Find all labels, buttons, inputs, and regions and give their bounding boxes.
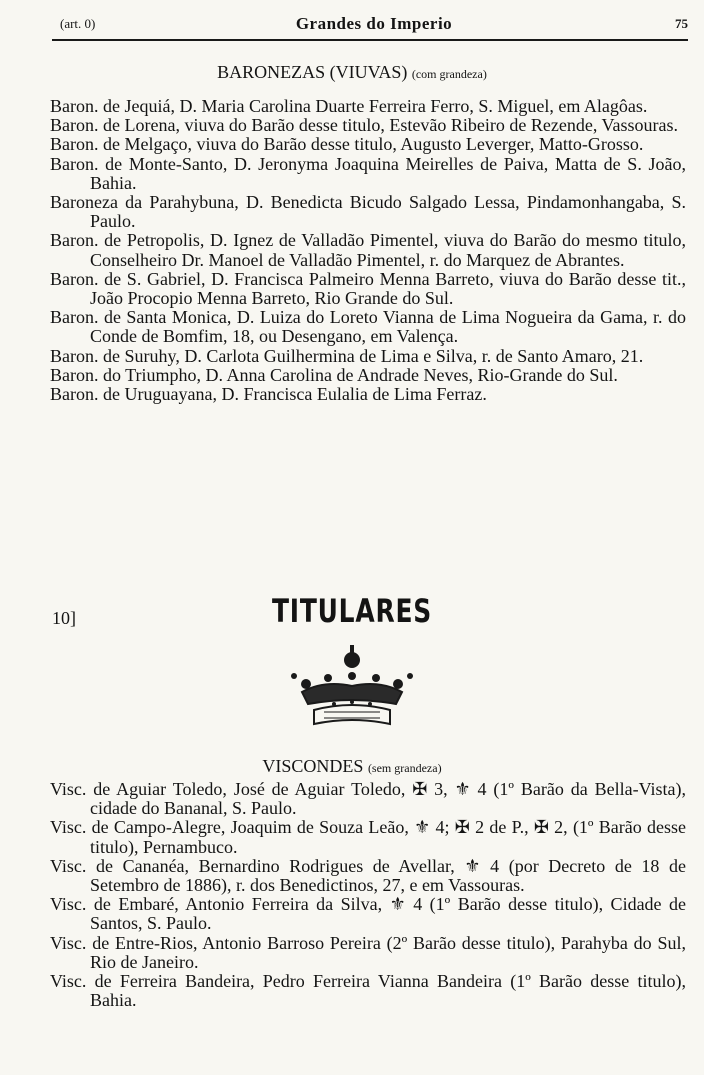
list-item: Visc. de Entre-Rios, Antonio Barroso Pereira (2º Barão desse titulo), Parahyba do Sul, Rio de Janeiro. <box>50 932 686 972</box>
list-item: Visc. de Aguiar Toledo, José de Aguiar Toledo, ✠ 3, ⚜ 4 (1º Barão da Bella-Vista), cidade do Bananal, S. Paulo. <box>50 779 686 819</box>
viscondes-heading <box>0 756 704 777</box>
list-item: Baron. de Uruguayana, D. Francisca Eulalia de Lima Ferraz. <box>50 384 487 405</box>
page-number: 75 <box>675 16 688 31</box>
list-item: Visc. de Campo-Alegre, Joaquim de Souza Leão, ⚜ 4; ✠ 2 de P., ✠ 2, (1º Barão desse titulo), Pernambuco. <box>50 817 686 857</box>
list-item: Baron. de Lorena, viuva do Barão desse titulo, Estevão Ribeiro de Rezende, Vassouras. <box>50 115 678 136</box>
header-divider <box>52 39 688 41</box>
list-item: Baron. de Petropolis, D. Ignez de Valladão Pimentel, viuva do Barão do mesmo titulo, Conselheiro Dr. Manoel de Valladão Pimentel, r. do Marquez de Abrantes. <box>50 230 686 270</box>
list-item: Baron. de Monte-Santo, D. Jeronyma Joaquina Meirelles de Paiva, Matta de S. João, Bahia. <box>50 153 686 193</box>
section-number: 10] <box>52 608 76 628</box>
baronezas-list <box>50 97 686 404</box>
list-item: Baron. de Santa Monica, D. Luiza do Loreto Vianna de Lima Nogueira da Gama, r. do Conde de Bomfim, 18, ou Desengano, em Valença. <box>50 307 686 347</box>
baronezas-heading <box>0 62 704 83</box>
baronezas-title: BARONEZAS (VIUVAS) <box>217 62 408 82</box>
header-section-ref: (art. 0) <box>60 16 96 31</box>
list-item: Baron. do Triumpho, D. Anna Carolina de Andrade Neves, Rio-Grande do Sul. <box>50 364 618 385</box>
list-item: Visc. de Embaré, Antonio Ferreira da Silva, ⚜ 4 (1º Barão desse titulo), Cidade de Santos, S. Paulo. <box>50 894 686 934</box>
viscondes-list <box>50 780 686 1010</box>
header-title: Grandes do Imperio <box>295 14 453 33</box>
viscondes-title: VISCONDES <box>262 756 364 776</box>
list-item: Baron. de Suruhy, D. Carlota Guilhermina de Lima e Silva, r. de Santo Amaro, 21. <box>50 345 644 366</box>
list-item: Baron. de S. Gabriel, D. Francisca Palmeiro Menna Barreto, viuva do Barão desse tit., João Procopio Menna Barreto, Rio Grande do Sul. <box>50 268 686 309</box>
crown-ornament-icon <box>284 642 420 728</box>
baronezas-note: (com grandeza) <box>411 67 487 81</box>
list-item: Baroneza da Parahybuna, D. Benedicta Bicudo Salgado Lessa, Pindamonhangaba, S. Paulo. <box>50 192 686 232</box>
list-item: Baron. de Melgaço, viuva do Barão desse titulo, Augusto Leverger, Matto-Grosso. <box>50 134 644 155</box>
running-header <box>60 14 688 36</box>
viscondes-note: (sem grandeza) <box>367 761 442 775</box>
list-item: Baron. de Jequiá, D. Maria Carolina Duarte Ferreira Ferro, S. Miguel, em Alagôas. <box>50 96 648 116</box>
list-item: Visc. de Ferreira Bandeira, Pedro Ferreira Vianna Bandeira (1º Barão desse titulo), Bahia. <box>50 971 686 1011</box>
titulares-title: TITULARES <box>271 592 433 630</box>
list-item: Visc. de Cananéa, Bernardino Rodrigues de Avellar, ⚜ 4 (por Decreto de 18 de Setembro de 1886), r. dos Benedictinos, 27, e em Vassouras. <box>50 855 686 896</box>
